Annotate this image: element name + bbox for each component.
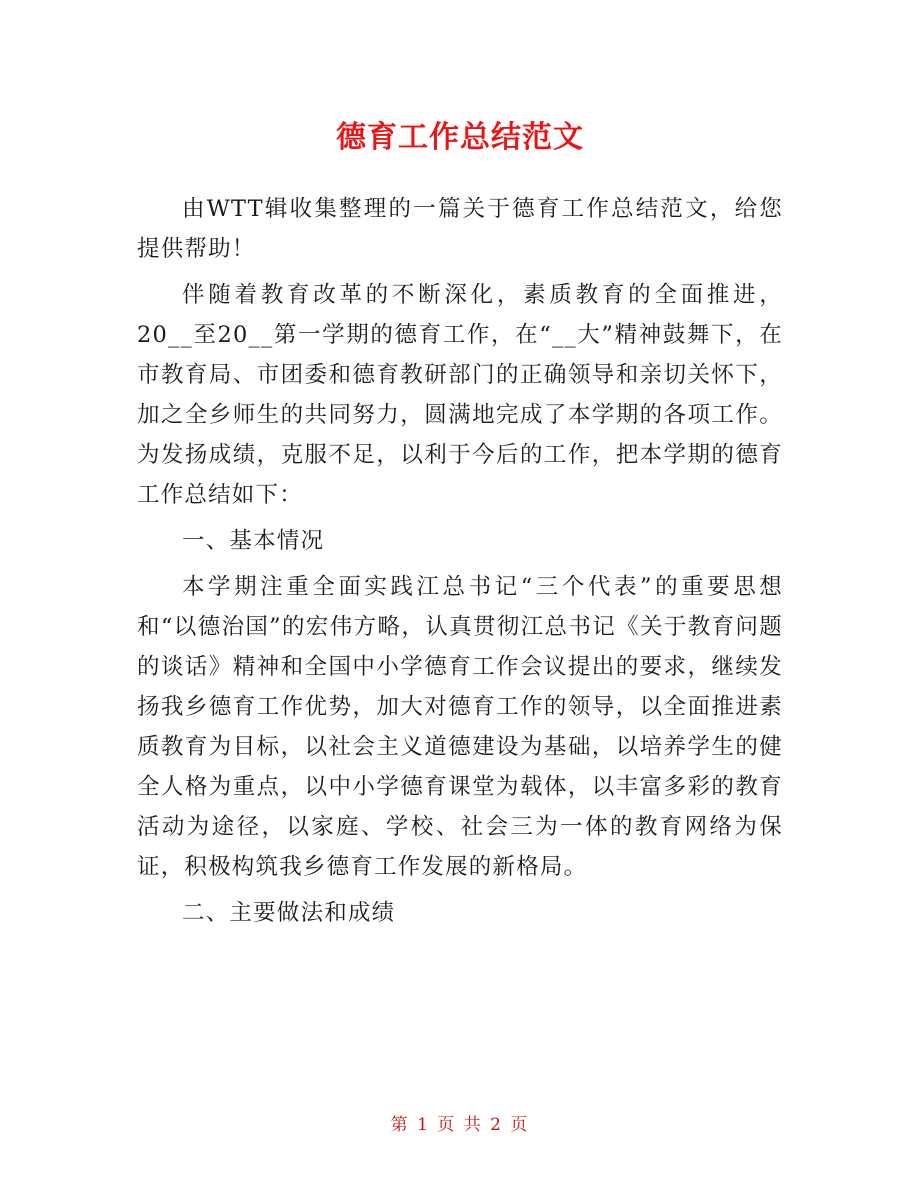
basic-situation-paragraph: 本学期注重全面实践江总书记“三个代表”的重要思想和“以德治国”的宏伟方略，认真贯彻江总书记《关于教育问题的谈话》精神和全国中小学德育工作会议提出的要求，继续发扬我乡德育工作优势，加大对德育工作的领导，以全面推进素质教育为目标，以社会主义道德建设为基础，以培养学生的健全人格为重点，以中小学德育课堂为载体，以丰富多彩的教育活动为途径，以家庭、学校、社会三为一体的教育网络为保证，积极构筑我乡德育工作发展的新格局。: [137, 574, 783, 880]
summary-paragraph: 伴随着教育改革的不断深化，素质教育的全面推进，20__至20__第一学期的德育工作，在“__大”精神鼓舞下，在市教育局、市团委和德育教研部门的正确领导和亲切关怀下，加之全乡师生的共同努力，圆满地完成了本学期的各项工作。为发扬成绩，克服不足，以利于今后的工作，把本学期的德育工作总结如下：: [137, 282, 783, 508]
section-heading-basic-situation: 一、基本情况: [182, 528, 325, 554]
page-footer: 第 1 页 共 2 页: [390, 1115, 530, 1135]
document-body: [137, 189, 783, 939]
section-heading-main-practices: 二、主要做法和成绩: [182, 900, 396, 926]
intro-paragraph: 由WTT辑收集整理的一篇关于德育工作总结范文，给您提供帮助！: [137, 196, 783, 262]
document-title: 德育工作总结范文: [336, 120, 584, 155]
